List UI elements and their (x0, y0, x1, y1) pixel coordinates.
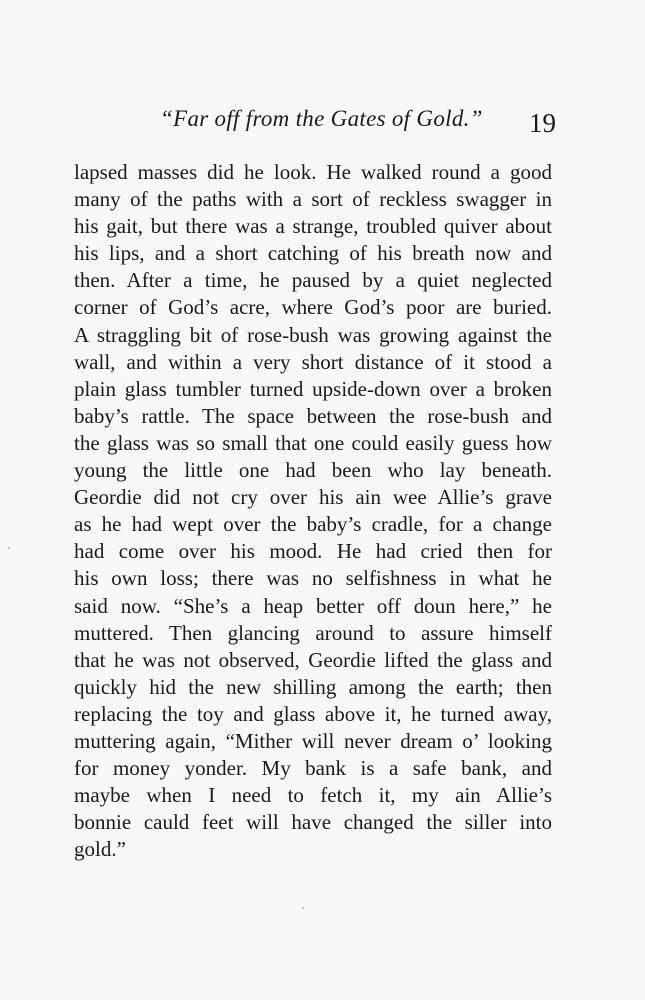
text-line: muttering again, “Mither will never dream o’ looking (74, 728, 552, 753)
running-head-title: “Far off from the Gates of Gold.” (160, 106, 483, 131)
text-line: his own loss; there was no selfishness in what he (74, 566, 552, 591)
text-line: quickly hid the new shilling among the earth; then (74, 674, 552, 699)
text-line: baby’s rattle. The space between the rose-bush and (74, 403, 552, 428)
text-line: his lips, and a short catching of his breath now and (74, 241, 552, 266)
text-line: the glass was so small that one could easily guess how (74, 430, 552, 455)
text-line: then. After a time, he paused by a quiet neglected (74, 268, 552, 293)
text-line: lapsed masses did he look. He walked round a good (74, 160, 552, 184)
text-line: that he was not observed, Geordie lifted the glass and (74, 647, 552, 672)
text-line: as he had wept over the baby’s cradle, for a change (74, 512, 552, 537)
page-number: 19 (529, 108, 556, 138)
text-line: corner of God’s acre, where God’s poor are buried. (74, 295, 552, 320)
text-line: his gait, but there was a strange, troubled quiver about (74, 214, 552, 239)
text-line: muttered. Then glancing around to assure himself (74, 620, 552, 645)
text-line: Geordie did not cry over his ain wee Allie’s grave (74, 485, 552, 510)
paper-speck (8, 547, 10, 549)
text-line: wall, and within a very short distance of it stood a (74, 349, 552, 374)
text-line: had come over his mood. He had cried then for (74, 539, 552, 564)
text-line: gold.” (74, 837, 126, 862)
text-line: young the little one had been who lay beneath. (74, 458, 552, 483)
text-line: A straggling bit of rose-bush was growing against the (74, 322, 552, 347)
text-line: replacing the toy and glass above it, he turned away, (74, 701, 552, 726)
text-line: plain glass tumbler turned upside-down over a broken (74, 376, 552, 401)
text-line: many of the paths with a sort of reckless swagger in (74, 187, 552, 212)
paper-speck (302, 907, 304, 909)
body-text (74, 159, 552, 863)
text-line: for money yonder. My bank is a safe bank, and (74, 756, 552, 781)
text-line: maybe when I need to fetch it, my ain Allie’s (74, 783, 552, 808)
text-line: bonnie cauld feet will have changed the siller into (74, 810, 552, 835)
text-line: said now. “She’s a heap better off doun here,” he (74, 593, 552, 618)
running-head (0, 106, 645, 146)
